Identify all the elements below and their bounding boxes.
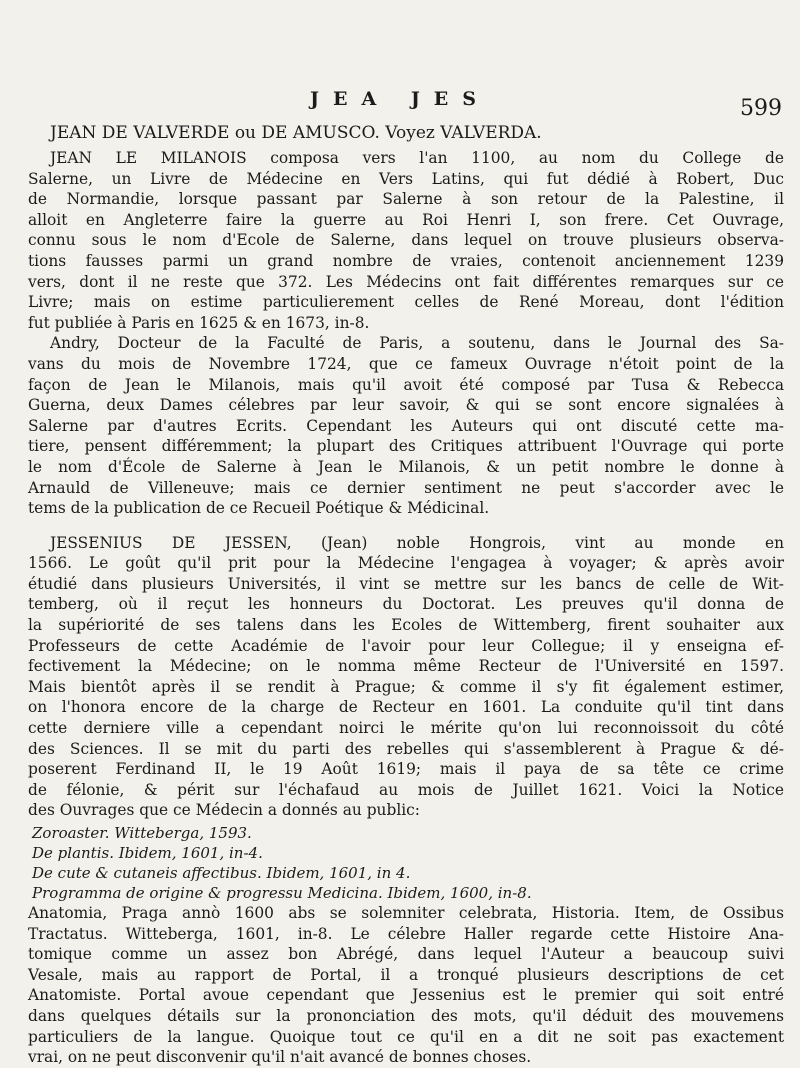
entry-milanois-paragraph (28, 148, 784, 333)
text-line: Livre; mais on estime particulierement celles de René Moreau, dont l'édition (28, 293, 784, 312)
text-line: tomique comme un assez bon Abrégé, dans lequel l'Auteur a beaucoup suivi (28, 945, 784, 964)
text-line: Vesale, mais au rapport de Portal, il a tronqué plusieurs descriptions de cet (28, 965, 784, 984)
text-line: on l'honora encore de la charge de Recteur en 1601. La conduite qu'il tint dans (28, 698, 784, 717)
text-line: de félonie, & périt sur l'échafaud au mois de Juillet 1621. Voici la Notice (28, 780, 784, 799)
text-line: Professeurs de cette Académie de l'avoir pour leur Collegue; il y enseigna ef- (28, 636, 784, 655)
text-line: cette derniere ville a cependant noirci le mérite qu'on lui reconnoissoit du côté (28, 719, 784, 738)
text-line: Guerna, deux Dames célebres par leur savoir, & qui se sont encore signalées à (28, 396, 784, 415)
text-line: Anatomiste. Portal avoue cependant que Jessenius est le premier qui soit entré (28, 986, 784, 1005)
works-list-item: De cute & cutaneis affectibus. Ibidem, 1601, in 4. (32, 864, 411, 882)
text-line: vrai, on ne peut disconvenir qu'il n'ait avancé de bonnes choses. (28, 1048, 532, 1067)
entry-jessenius-paragraph (28, 533, 784, 821)
text-line: dans quelques détails sur la prononciation des mots, qu'il déduit des mouvemens (28, 1006, 784, 1025)
works-list-item: Programma de origine & progressu Medicina. Ibidem, 1600, in-8. (32, 884, 532, 902)
text-line: Anatomia, Praga annò 1600 abs se solemniter celebrata, Historia. Item, de Ossibus (28, 904, 784, 922)
text-line: Mais bientôt après il se rendit à Prague; & comme il s'y fit également estimer, (28, 677, 784, 696)
text-line: poserent Ferdinand II, le 19 Août 1619; mais il paya de sa tête ce crime (28, 760, 784, 779)
text-line: connu sous le nom d'Ecole de Salerne, dans lequel on trouve plusieurs observa- (28, 231, 784, 250)
text-line: de Normandie, lorsque passant par Salerne à son retour de la Palestine, il (28, 190, 784, 209)
running-head: JEA JES (309, 88, 491, 110)
page-number: 599 (740, 96, 782, 121)
text-line: tions fausses parmi un grand nombre de vraies, contenoit anciennement 1239 (28, 251, 784, 270)
works-list (28, 823, 784, 903)
text-line: le nom d'École de Salerne à Jean le Milanois, & un petit nombre le donne à (28, 457, 784, 476)
works-list-item: Zoroaster. Witteberga, 1593. (32, 824, 252, 842)
text-line: JESSENIUS DE JESSEN, (Jean) noble Hongrois, vint au monde en (50, 533, 784, 552)
text-line: des Ouvrages que ce Médecin a donnés au public: (28, 801, 420, 820)
page-body (28, 122, 784, 1068)
text-line: la supériorité de ses talens dans les Ecoles de Wittemberg, firent souhaiter aux (28, 616, 784, 635)
text-line: Arnauld de Villeneuve; mais ce dernier sentiment ne peut s'accorder avec le (28, 478, 784, 497)
text-line: Salerne, un Livre de Médecine en Vers Latins, qui fut dédié à Robert, Duc (28, 169, 784, 188)
text-line: façon de Jean le Milanois, mais qu'il avoit été composé par Tusa & Rebecca (28, 375, 784, 394)
text-line: des Sciences. Il se mit du parti des rebelles qui s'assemblerent à Prague & dé- (28, 739, 784, 758)
text-line: tems de la publication de ce Recueil Poétique & Médicinal. (28, 499, 490, 518)
entry-valverde-heading: JEAN DE VALVERDE ou DE AMUSCO. Voyez VALVERDA. (50, 123, 542, 143)
works-list-item: De plantis. Ibidem, 1601, in-4. (32, 844, 263, 862)
entry-separator (28, 519, 784, 533)
text-line: alloit en Angleterre faire la guerre au Roi Henri I, son frere. Cet Ouvrage, (28, 210, 784, 229)
text-line: fut publiée à Paris en 1625 & en 1673, in-8. (28, 313, 370, 332)
text-line: vans du mois de Novembre 1724, que ce fameux Ouvrage n'étoit point de la (28, 354, 784, 373)
text-line: Andry, Docteur de la Faculté de Paris, a soutenu, dans le Journal des Sa- (50, 334, 784, 353)
entry-jessenius-anatomia-paragraph (28, 903, 784, 1068)
text-line: vers, dont il ne reste que 372. Les Médecins ont fait différentes remarques sur ce (28, 272, 784, 291)
entry-milanois-andry-paragraph (28, 333, 784, 518)
text-line: Tractatus. Witteberga, 1601, in-8. Le célebre Haller regarde cette Histoire Ana- (28, 924, 784, 943)
text-line: Salerne par d'autres Ecrits. Cependant les Auteurs qui ont discuté cette ma- (28, 416, 784, 435)
text-line: fectivement la Médecine; on le nomma même Recteur de l'Université en 1597. (28, 657, 784, 676)
text-line: étudié dans plusieurs Universités, il vint se mettre sur les bancs de celle de Wit- (28, 574, 784, 593)
text-line: tiere, pensent différemment; la plupart des Critiques attribuent l'Ouvrage qui porte (28, 437, 784, 456)
text-line: JEAN LE MILANOIS composa vers l'an 1100, au nom du College de (50, 149, 784, 167)
text-line: 1566. Le goût qu'il prit pour la Médecine l'engagea à voyager; & après avoir (28, 554, 784, 573)
text-line: temberg, où il reçut les honneurs du Doctorat. Les preuves qu'il donna de (28, 595, 784, 614)
text-line: particuliers de la langue. Quoique tout ce qu'il en a dit ne soit pas exactement (28, 1027, 784, 1046)
